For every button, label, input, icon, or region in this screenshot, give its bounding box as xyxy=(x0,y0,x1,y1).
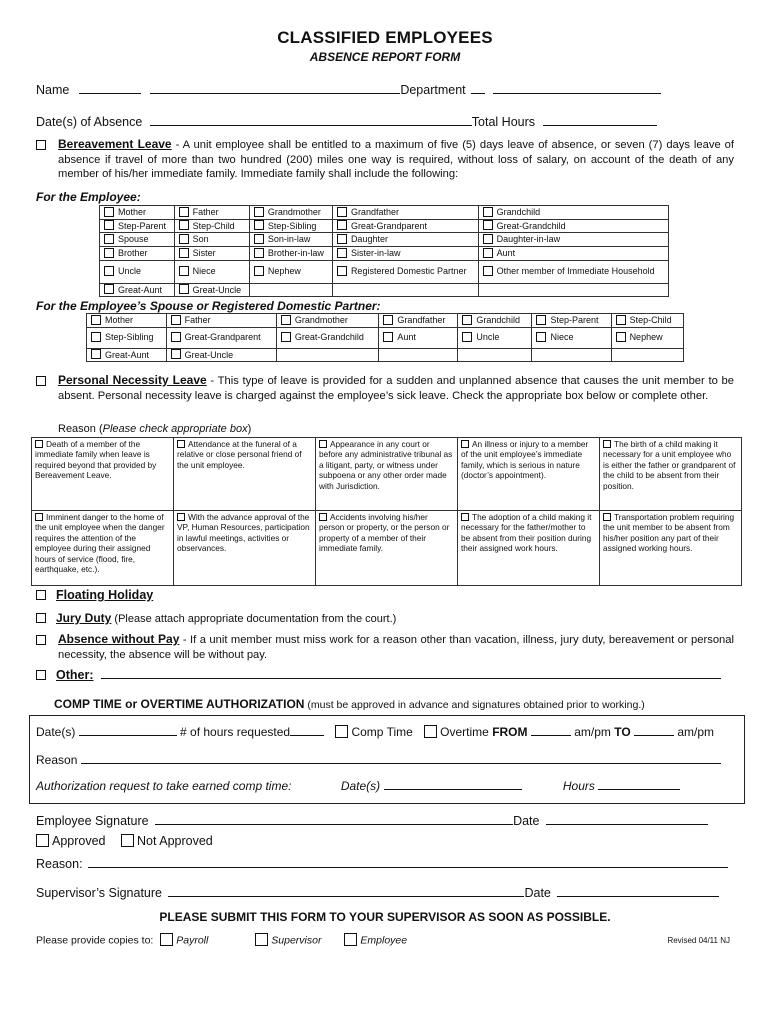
reason-cell xyxy=(458,511,600,586)
spouse-cell xyxy=(166,327,276,348)
employee-cell xyxy=(249,219,332,233)
other-field[interactable] xyxy=(101,667,721,679)
spouse-cell xyxy=(276,314,378,328)
employee-cell xyxy=(100,260,175,283)
reason-cell xyxy=(316,511,458,586)
employee-option-checkbox[interactable] xyxy=(179,266,189,276)
reason-checkbox[interactable] xyxy=(319,440,327,448)
auth-hours-field[interactable] xyxy=(598,778,680,790)
spouse-option-label: Step-Parent xyxy=(550,315,599,325)
employee-signature-field[interactable] xyxy=(155,813,513,825)
employee-option-checkbox[interactable] xyxy=(104,207,114,217)
employee-option-label: Sister-in-law xyxy=(350,247,401,258)
employee-option-label: Son xyxy=(192,234,209,245)
revised-note: Revised 04/11 NJ xyxy=(667,936,730,945)
spouse-option-checkbox[interactable] xyxy=(383,315,393,325)
spouse-option-label: Grandfather xyxy=(397,315,446,325)
personal-necessity-checkbox[interactable] xyxy=(36,376,46,386)
comp-reason-label: Reason xyxy=(36,753,78,767)
personal-necessity-item xyxy=(36,373,734,403)
dates-of-absence-field[interactable] xyxy=(150,114,472,126)
spouse-cell xyxy=(276,348,378,362)
personal-necessity-text: - This type of leave is provided for a sudden and unplanned absence that causes the unit member to be absent. Personal necessity leave is charged against the employee’s sick leave. Check the appropriate box below or complete other. xyxy=(58,375,735,402)
reason-text: With the advance approval of the VP, Human Resources, participation in lawful meetings, activities or observances. xyxy=(177,512,310,554)
comp-time-heading-row xyxy=(54,697,645,711)
employee-option-label: Son-in-law xyxy=(267,234,311,245)
auth-dates-label: Date(s) xyxy=(340,779,381,793)
employee-cell xyxy=(478,283,668,297)
jury-duty-row xyxy=(36,611,396,625)
employee-option-checkbox[interactable] xyxy=(254,220,264,230)
comp-reason-field[interactable] xyxy=(81,752,721,764)
employee-cell xyxy=(478,233,668,247)
spouse-option-label: Grandmother xyxy=(294,315,348,325)
spouse-cell xyxy=(458,314,532,328)
to-ampm-label: am/pm xyxy=(677,725,715,739)
spouse-option-checkbox[interactable] xyxy=(91,349,101,359)
employee-option-label: Daughter-in-law xyxy=(496,234,561,245)
reason-cell xyxy=(316,438,458,511)
floating-holiday-checkbox[interactable] xyxy=(36,590,46,600)
employee-option-label: Step-Child xyxy=(192,220,235,231)
spouse-option-checkbox[interactable] xyxy=(616,332,626,342)
payroll-checkbox[interactable] xyxy=(160,933,173,946)
employee-option-checkbox[interactable] xyxy=(483,220,493,230)
submit-notice: PLEASE SUBMIT THIS FORM TO YOUR SUPERVISOR AS SOON AS POSSIBLE. xyxy=(159,910,611,924)
employee-cell xyxy=(332,283,478,297)
employee-option-label: Step-Parent xyxy=(118,220,167,231)
bereavement-checkbox[interactable] xyxy=(36,140,46,150)
reason-checkbox[interactable] xyxy=(177,513,185,521)
spouse-option-label: Great-Uncle xyxy=(184,349,234,360)
comp-dates-row xyxy=(36,724,714,739)
not-approved-label: Not Approved xyxy=(137,834,213,848)
employee-cell xyxy=(478,246,668,260)
employee-option-label: Grandchild xyxy=(496,207,541,217)
spouse-option-label: Step-Child xyxy=(629,315,672,325)
from-label: FROM xyxy=(492,725,528,739)
reason-cell xyxy=(174,511,316,586)
reason-checkbox[interactable] xyxy=(177,440,185,448)
reason-row xyxy=(32,438,742,511)
employee-cell xyxy=(174,206,249,220)
reason-row xyxy=(32,511,742,586)
employee-option-checkbox[interactable] xyxy=(337,266,347,276)
employee-option-label: Spouse xyxy=(118,234,149,245)
employee-cell xyxy=(332,260,478,283)
employee-cell xyxy=(174,246,249,260)
employee-signature-row xyxy=(36,813,708,828)
copies-label: Please provide copies to: xyxy=(36,934,154,947)
supervisor-date-label: Date xyxy=(524,886,551,900)
reason-cell xyxy=(32,438,174,511)
spouse-option-checkbox[interactable] xyxy=(171,332,181,342)
employee-option-checkbox[interactable] xyxy=(483,266,493,276)
copies-row xyxy=(36,934,407,947)
employee-copy-label: Employee xyxy=(360,934,408,947)
spouse-row xyxy=(87,348,684,362)
employee-option-label: Uncle xyxy=(118,266,142,277)
employee-relatives-table xyxy=(99,205,669,297)
spouse-option-label: Father xyxy=(184,315,211,325)
employee-option-label: Nephew xyxy=(267,266,301,277)
employee-option-label: Mother xyxy=(118,207,147,217)
spouse-cell xyxy=(276,327,378,348)
spouse-option-label: Aunt xyxy=(397,332,416,343)
spouse-option-label: Great-Aunt xyxy=(105,349,150,360)
spouse-option-label: Nephew xyxy=(629,332,663,343)
employee-option-checkbox[interactable] xyxy=(337,234,347,244)
employee-option-checkbox[interactable] xyxy=(483,207,493,217)
auth-hours-label: Hours xyxy=(562,779,595,793)
for-spouse-label: For the Employee’s Spouse or Registered Domestic Partner: xyxy=(36,299,381,313)
reason-text: Attendance at the funeral of a relative or close personal friend of the unit employee. xyxy=(177,439,302,470)
employee-option-checkbox[interactable] xyxy=(337,248,347,258)
employee-option-checkbox[interactable] xyxy=(254,207,264,217)
employee-option-checkbox[interactable] xyxy=(179,220,189,230)
auth-request-row xyxy=(36,778,680,793)
approval-row xyxy=(36,834,213,848)
supervisor-copy-checkbox[interactable] xyxy=(255,933,268,946)
employee-option-label: Brother xyxy=(118,247,148,258)
employee-cell xyxy=(174,219,249,233)
reason-cell xyxy=(32,511,174,586)
employee-cell xyxy=(332,233,478,247)
employee-option-label: Other member of Immediate Household xyxy=(496,266,655,277)
employee-cell xyxy=(249,246,332,260)
spouse-option-checkbox[interactable] xyxy=(281,315,291,325)
employee-option-label: Registered Domestic Partner xyxy=(350,266,467,277)
employee-copy-checkbox[interactable] xyxy=(344,933,357,946)
absence-without-pay-item xyxy=(36,632,734,662)
employee-option-checkbox[interactable] xyxy=(254,266,264,276)
personal-necessity-heading: Personal Necessity Leave xyxy=(58,373,207,387)
spouse-cell xyxy=(532,314,611,328)
jury-duty-checkbox[interactable] xyxy=(36,613,46,623)
spouse-option-checkbox[interactable] xyxy=(536,315,546,325)
overtime-checkbox[interactable] xyxy=(424,725,437,738)
spouse-option-label: Uncle xyxy=(476,332,500,343)
jury-duty-heading: Jury Duty xyxy=(56,611,112,625)
other-row xyxy=(36,667,721,682)
reason-close: ) xyxy=(247,423,252,435)
reason-checkbox[interactable] xyxy=(603,440,611,448)
absence-without-pay-checkbox[interactable] xyxy=(36,635,46,645)
employee-cell xyxy=(478,219,668,233)
reason-text: Imminent danger to the home of the unit employee when the danger requires the attention of the employee during their assigned hours of service (flood, fire, earthquake, etc.). xyxy=(35,512,165,575)
reason-checkbox[interactable] xyxy=(35,440,43,448)
reason-hint: Please check appropriate box xyxy=(102,423,248,435)
spouse-cell xyxy=(611,314,683,328)
personal-necessity-reasons-table xyxy=(31,437,742,586)
employee-option-label: Grandmother xyxy=(267,207,321,217)
reason-text: Transportation problem requiring the unit member to be absent from his/her position any part of their assigned working hours. xyxy=(603,512,735,554)
for-employee-label: For the Employee: xyxy=(36,190,141,204)
employee-cell xyxy=(100,283,175,297)
reason-checkbox[interactable] xyxy=(35,513,43,521)
auth-request-label: Authorization request to take earned comp time: xyxy=(36,779,292,793)
employee-cell xyxy=(174,283,249,297)
reason-cell xyxy=(600,511,742,586)
employee-option-checkbox[interactable] xyxy=(179,284,189,294)
employee-cell xyxy=(249,260,332,283)
other-checkbox[interactable] xyxy=(36,670,46,680)
comp-dates-field[interactable] xyxy=(79,724,177,736)
spouse-option-checkbox[interactable] xyxy=(616,315,626,325)
employee-option-checkbox[interactable] xyxy=(104,234,114,244)
spouse-cell xyxy=(532,348,611,362)
employee-option-checkbox[interactable] xyxy=(254,234,264,244)
bereavement-heading: Bereavement Leave xyxy=(58,137,172,151)
spouse-cell xyxy=(379,314,458,328)
to-time-field[interactable] xyxy=(634,724,674,736)
spouse-option-label: Grandchild xyxy=(476,315,520,325)
reason-cell xyxy=(600,438,742,511)
absence-without-pay-text: - If a unit member must miss work for a reason other than vacation, illness, jury duty, bereavement or personal necessity, the absence will be without pay. xyxy=(58,634,734,661)
form-title: CLASSIFIED EMPLOYEES xyxy=(277,28,493,47)
reason-text: Accidents involving his/her person or property, or the person or property of a member of their immediate family. xyxy=(319,512,450,554)
total-hours-label: Total Hours xyxy=(471,115,536,129)
reason-text: Death of a member of the immediate family when leave is required beyond that provided by Bereavement Leave. xyxy=(35,439,157,481)
reason-cell xyxy=(458,438,600,511)
spouse-cell xyxy=(166,314,276,328)
spouse-option-label: Step-Sibling xyxy=(105,332,154,343)
spouse-relatives-table xyxy=(86,313,684,362)
supervisor-signature-field[interactable] xyxy=(168,885,524,897)
employee-cell xyxy=(100,233,175,247)
from-time-field[interactable] xyxy=(531,724,571,736)
supervisor-copy-label: Supervisor xyxy=(271,934,322,947)
name-field-b[interactable] xyxy=(150,82,400,94)
employee-row xyxy=(100,246,669,260)
spouse-option-checkbox[interactable] xyxy=(536,332,546,342)
employee-option-label: Daughter xyxy=(350,234,388,245)
auth-dates-field[interactable] xyxy=(384,778,522,790)
name-label: Name xyxy=(36,83,70,97)
spouse-cell xyxy=(458,327,532,348)
employee-option-checkbox[interactable] xyxy=(104,266,114,276)
employee-option-label: Grandfather xyxy=(350,207,399,217)
reason-text: Appearance in any court or before any administrative tribunal as a litigant, party, or witness under subpoena or any other order made with Jurisdiction. xyxy=(319,439,453,491)
supervisor-date-field[interactable] xyxy=(557,885,719,897)
payroll-label: Payroll xyxy=(176,934,209,947)
employee-option-label: Aunt xyxy=(496,247,516,258)
spouse-option-checkbox[interactable] xyxy=(171,315,181,325)
approved-checkbox[interactable] xyxy=(36,834,49,847)
spouse-option-label: Great-Grandparent xyxy=(184,332,261,343)
spouse-cell xyxy=(611,327,683,348)
approval-reason-label: Reason: xyxy=(36,857,83,871)
comp-reason-row xyxy=(36,752,721,767)
form-subtitle: ABSENCE REPORT FORM xyxy=(309,50,461,64)
employee-row xyxy=(100,233,669,247)
employee-option-checkbox[interactable] xyxy=(179,234,189,244)
floating-holiday-row xyxy=(36,588,153,602)
spouse-option-checkbox[interactable] xyxy=(91,332,101,342)
reason-checkbox[interactable] xyxy=(319,513,327,521)
spouse-cell xyxy=(379,348,458,362)
department-field-a[interactable] xyxy=(471,82,485,94)
absence-without-pay-heading: Absence without Pay xyxy=(58,632,180,646)
overtime-label: Overtime xyxy=(440,725,489,739)
approval-reason-row xyxy=(36,856,728,871)
comp-time-label: Comp Time xyxy=(351,725,413,739)
spouse-option-checkbox[interactable] xyxy=(171,349,181,359)
employee-row xyxy=(100,206,669,220)
reason-checkbox[interactable] xyxy=(461,513,469,521)
employee-date-field[interactable] xyxy=(546,813,708,825)
name-field-a[interactable] xyxy=(79,82,141,94)
reason-cell xyxy=(174,438,316,511)
employee-row xyxy=(100,260,669,283)
bereavement-leave-item xyxy=(36,137,734,182)
employee-option-checkbox[interactable] xyxy=(104,220,114,230)
spouse-row xyxy=(87,327,684,348)
employee-cell xyxy=(100,219,175,233)
reason-instruction xyxy=(58,423,251,435)
dates-of-absence-label: Date(s) of Absence xyxy=(36,115,143,129)
to-label: TO xyxy=(614,725,631,739)
comp-time-checkbox[interactable] xyxy=(335,725,348,738)
spouse-option-label: Niece xyxy=(550,332,574,343)
department-field-b[interactable] xyxy=(493,82,661,94)
comp-dates-label: Date(s) xyxy=(36,725,76,739)
jury-duty-text: (Please attach appropriate documentation from the court.) xyxy=(111,613,397,625)
supervisor-signature-row xyxy=(36,885,719,900)
total-hours-field[interactable] xyxy=(543,114,657,126)
employee-option-label: Sister xyxy=(192,247,216,258)
employee-option-checkbox[interactable] xyxy=(179,207,189,217)
from-ampm-label: am/pm xyxy=(574,725,611,739)
hours-requested-field[interactable] xyxy=(290,724,324,736)
supervisor-signature-label: Supervisor’s Signature xyxy=(36,886,162,900)
employee-option-checkbox[interactable] xyxy=(104,284,114,294)
employee-cell xyxy=(174,233,249,247)
employee-cell xyxy=(249,233,332,247)
employee-option-label: Great-Grandchild xyxy=(496,220,566,231)
employee-option-checkbox[interactable] xyxy=(483,234,493,244)
employee-cell xyxy=(332,206,478,220)
employee-option-label: Father xyxy=(192,207,219,217)
employee-cell xyxy=(478,206,668,220)
spouse-cell xyxy=(532,327,611,348)
spouse-cell xyxy=(87,327,167,348)
spouse-option-checkbox[interactable] xyxy=(281,332,291,342)
employee-cell xyxy=(249,206,332,220)
spouse-cell xyxy=(611,348,683,362)
spouse-option-checkbox[interactable] xyxy=(91,315,101,325)
name-row xyxy=(36,82,661,97)
spouse-option-checkbox[interactable] xyxy=(462,315,472,325)
employee-cell xyxy=(100,246,175,260)
spouse-option-label: Mother xyxy=(105,315,134,325)
employee-row xyxy=(100,283,669,297)
employee-signature-label: Employee Signature xyxy=(36,814,149,828)
employee-cell xyxy=(332,219,478,233)
employee-option-label: Great-Uncle xyxy=(192,284,242,295)
employee-option-checkbox[interactable] xyxy=(254,248,264,258)
reason-checkbox[interactable] xyxy=(461,440,469,448)
employee-cell xyxy=(100,206,175,220)
spouse-cell xyxy=(166,348,276,362)
employee-option-label: Great-Grandparent xyxy=(350,220,427,231)
reason-text: The adoption of a child making it necessary for the father/mother to be absent from their position during their assigned work hours. xyxy=(461,512,592,554)
spouse-cell xyxy=(87,348,167,362)
spouse-cell xyxy=(458,348,532,362)
employee-cell xyxy=(478,260,668,283)
employee-row xyxy=(100,219,669,233)
reason-text: An illness or injury to a member of the unit employee’s immediate family, which is serious in nature (doctor’s appointment). xyxy=(461,439,589,481)
spouse-cell xyxy=(379,327,458,348)
reason-label: Reason ( xyxy=(58,423,103,435)
employee-option-label: Niece xyxy=(192,266,216,277)
reason-text: The birth of a child making it necessary for a unit employee who is either the father or grandparent of the child to be absent from their position. xyxy=(603,439,736,491)
employee-date-label: Date xyxy=(513,814,540,828)
bereavement-text: - A unit employee shall be entitled to a maximum of five (5) days leave of absence, or seven (7) days leave of absence if travel of more than two hundred (200) miles one way is required, without loss of salary, on account of the death of any member of his/her immediate family. Immediate family shall include the following: xyxy=(58,139,734,180)
employee-option-label: Brother-in-law xyxy=(267,247,324,258)
employee-option-label: Great-Aunt xyxy=(118,284,163,295)
not-approved-checkbox[interactable] xyxy=(121,834,134,847)
dates-row xyxy=(36,114,657,129)
comp-time-heading: COMP TIME or OVERTIME AUTHORIZATION xyxy=(54,697,305,711)
spouse-row xyxy=(87,314,684,328)
approval-reason-field[interactable] xyxy=(88,856,728,868)
spouse-option-checkbox[interactable] xyxy=(383,332,393,342)
hours-requested-label: # of hours requested xyxy=(180,725,291,739)
comp-time-note: (must be approved in advance and signatures obtained prior to working.) xyxy=(304,699,645,711)
spouse-option-label: Great-Grandchild xyxy=(294,332,364,343)
other-label: Other: xyxy=(56,668,94,682)
employee-option-checkbox[interactable] xyxy=(179,248,189,258)
spouse-option-checkbox[interactable] xyxy=(462,332,472,342)
employee-option-label: Step-Sibling xyxy=(267,220,317,231)
employee-cell xyxy=(332,246,478,260)
employee-option-checkbox[interactable] xyxy=(337,220,347,230)
employee-cell xyxy=(249,283,332,297)
reason-checkbox[interactable] xyxy=(603,513,611,521)
floating-holiday-label: Floating Holiday xyxy=(56,588,154,602)
employee-option-checkbox[interactable] xyxy=(104,248,114,258)
employee-option-checkbox[interactable] xyxy=(337,207,347,217)
employee-option-checkbox[interactable] xyxy=(483,248,493,258)
employee-cell xyxy=(174,260,249,283)
spouse-cell xyxy=(87,314,167,328)
department-label: Department xyxy=(400,83,466,97)
approved-label: Approved xyxy=(52,834,106,848)
